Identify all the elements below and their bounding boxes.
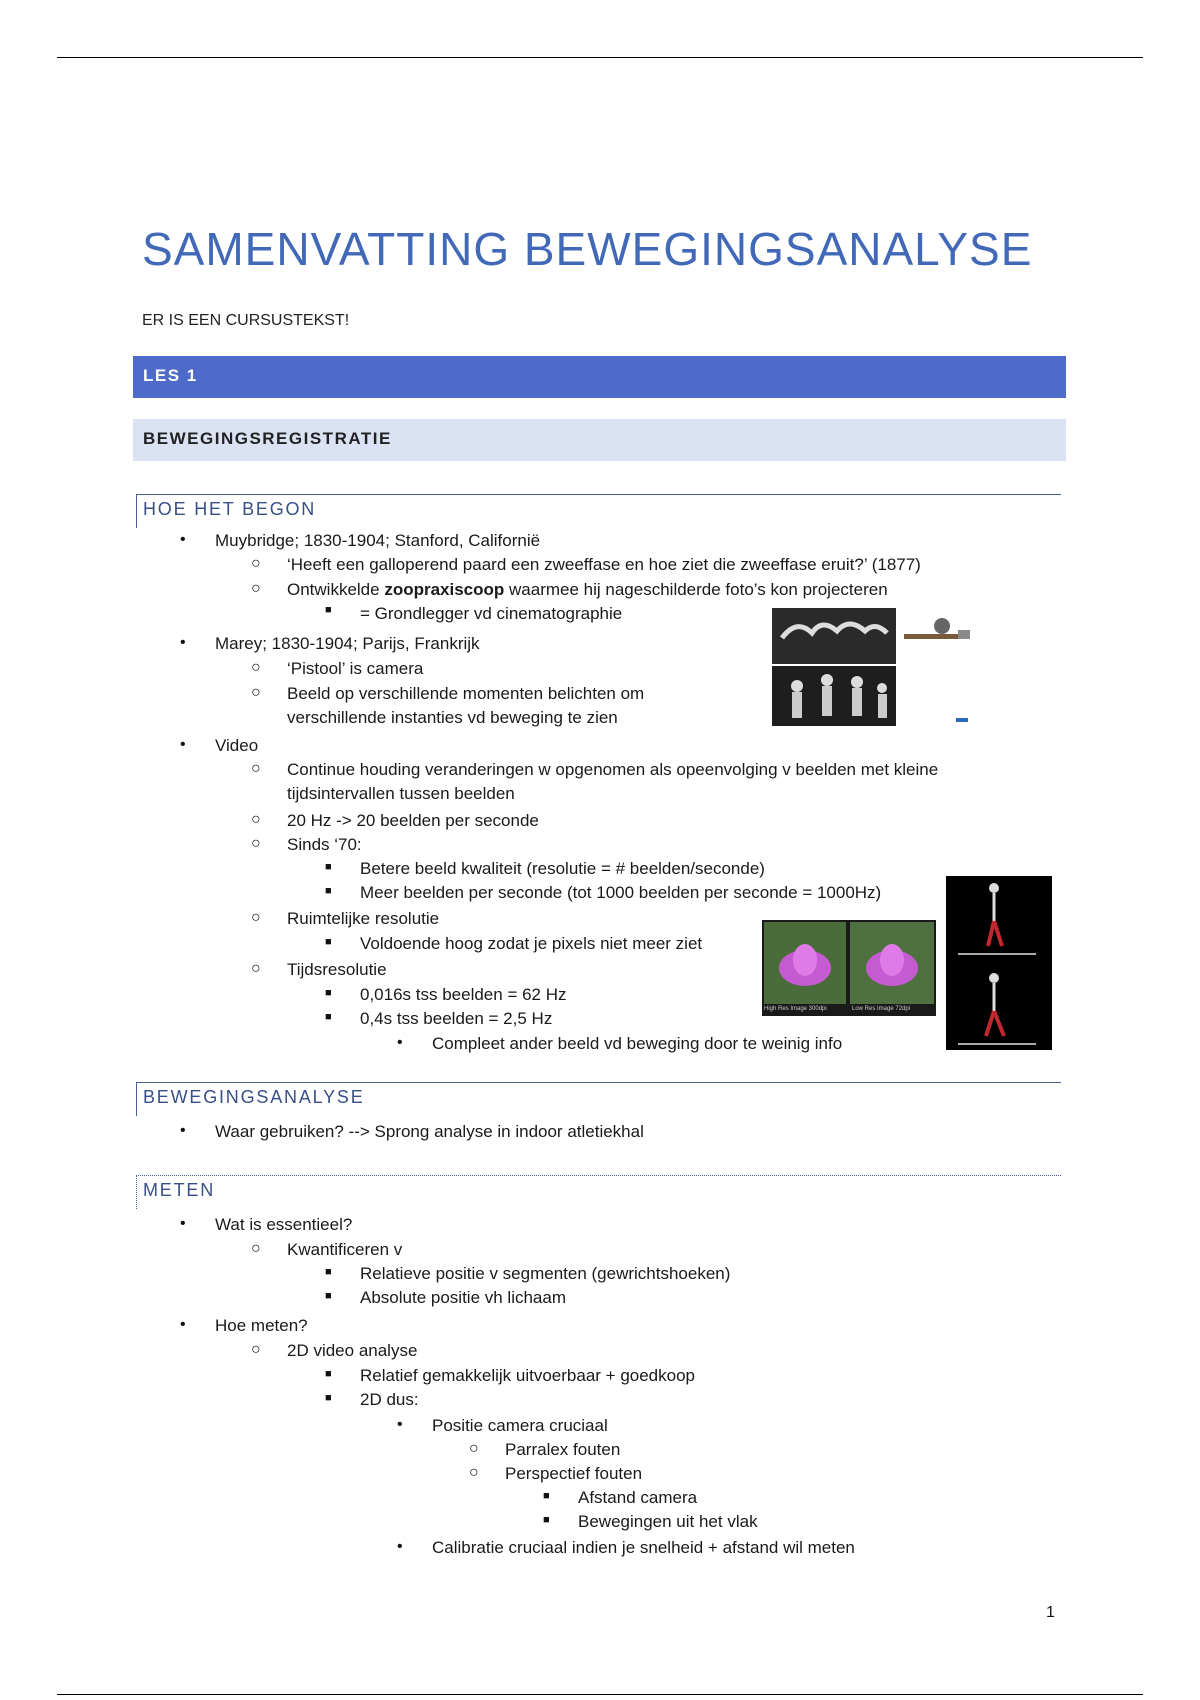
list-item: Sinds ‘70: — [287, 835, 362, 854]
circle-bullet-icon: ○ — [251, 1240, 261, 1257]
document-title: SAMENVATTING BEWEGINGSANALYSE — [142, 223, 1033, 275]
list-item: Compleet ander beeld vd beweging door te weinig info — [432, 1034, 843, 1053]
bullet-icon: • — [397, 1538, 403, 1555]
list-item: Tijdsresolutie — [287, 960, 387, 979]
list-item: 0,016s tss beelden = 62 Hz — [360, 985, 567, 1004]
list-item: Ontwikkelde zoopraxiscoop waarmee hij nageschilderde foto’s kon projecteren — [287, 580, 888, 599]
list-item-continuation: verschillende instanties vd beweging te zien — [287, 708, 618, 727]
list-item: = Grondlegger vd cinematographie — [360, 604, 623, 623]
bullet-icon: • — [397, 1034, 403, 1051]
square-bullet-icon: ■ — [325, 1392, 332, 1404]
list-item: 2D dus: — [360, 1390, 419, 1409]
circle-bullet-icon: ○ — [251, 760, 261, 777]
list-item: 0,4s tss beelden = 2,5 Hz — [360, 1009, 553, 1028]
list-item: Hoe meten? — [215, 1316, 308, 1335]
list-item-continuation: tijdsintervallen tussen beelden — [287, 784, 515, 803]
top-rule — [57, 57, 1143, 58]
circle-bullet-icon: ○ — [469, 1464, 479, 1481]
square-bullet-icon: ■ — [325, 1266, 332, 1278]
list-item: Video — [215, 736, 259, 755]
bullet-icon: • — [180, 1316, 186, 1333]
square-bullet-icon: ■ — [543, 1490, 550, 1502]
circle-bullet-icon: ○ — [469, 1440, 479, 1457]
list-item: Positie camera cruciaal — [432, 1416, 608, 1435]
list-item: Meer beelden per seconde (tot 1000 beelden per seconde = 1000Hz) — [360, 883, 882, 902]
list-item: Relatieve positie v segmenten (gewrichtshoeken) — [360, 1264, 731, 1283]
circle-bullet-icon: ○ — [251, 835, 261, 852]
list-item: Muybridge; 1830-1904; Stanford, Californië — [215, 531, 541, 550]
list-item: Betere beeld kwaliteit (resolutie = # beelden/seconde) — [360, 859, 765, 878]
list-item: Perspectief fouten — [505, 1464, 643, 1483]
circle-bullet-icon: ○ — [251, 909, 261, 926]
circle-bullet-icon: ○ — [251, 811, 261, 828]
bullet-icon: • — [180, 1122, 186, 1139]
heading-bewegingsanalyse: BEWEGINGSANALYSE — [136, 1082, 1061, 1116]
list-item: ‘Heeft een galloperend paard een zweeffase en hoe ziet die zweeffase eruit?’ (1877) — [287, 555, 921, 574]
list-item: Marey; 1830-1904; Parijs, Frankrijk — [215, 634, 480, 653]
lotus-flowers-illustration — [762, 920, 936, 1016]
walking-skeleton-image — [946, 876, 1052, 1050]
square-bullet-icon: ■ — [325, 987, 332, 999]
heading-hoe-het-begon: HOE HET BEGON — [136, 494, 1061, 528]
bottom-rule — [57, 1694, 1143, 1695]
section-heading: BEWEGINGSREGISTRATIE — [133, 419, 1066, 461]
list-item: Continue houding veranderingen w opgenomen als opeenvolging v beelden met kleine — [287, 760, 939, 779]
course-text-note: ER IS EEN CURSUSTEKST! — [142, 312, 350, 329]
square-bullet-icon: ■ — [325, 604, 332, 616]
list-item: Beeld op verschillende momenten belichten om — [287, 684, 645, 703]
bullet-icon: • — [180, 1215, 186, 1232]
square-bullet-icon: ■ — [325, 936, 332, 948]
list-item: Voldoende hoog zodat je pixels niet meer ziet — [360, 934, 703, 953]
list-item: Calibratie cruciaal indien je snelheid + afstand wil meten — [432, 1538, 855, 1557]
circle-bullet-icon: ○ — [251, 659, 261, 676]
page-number: 1 — [1046, 1604, 1055, 1621]
caption-high-res: High Res Image 300dpi — [764, 1006, 827, 1012]
circle-bullet-icon: ○ — [251, 580, 261, 597]
list-item: Afstand camera — [578, 1488, 698, 1507]
list-item: Bewegingen uit het vlak — [578, 1512, 758, 1531]
square-bullet-icon: ■ — [325, 1368, 332, 1380]
list-item: Absolute positie vh lichaam — [360, 1288, 567, 1307]
marey-chronophotograph — [772, 608, 977, 728]
list-item: Relatief gemakkelijk uitvoerbaar + goedkoop — [360, 1366, 696, 1385]
square-bullet-icon: ■ — [325, 861, 332, 873]
circle-bullet-icon: ○ — [251, 555, 261, 572]
list-item: Kwantificeren v — [287, 1240, 403, 1259]
list-item: Parralex fouten — [505, 1440, 621, 1459]
square-bullet-icon: ■ — [325, 1290, 332, 1302]
list-item: 20 Hz -> 20 beelden per seconde — [287, 811, 539, 830]
list-item: Waar gebruiken? --> Sprong analyse in indoor atletiekhal — [215, 1122, 644, 1141]
les-heading: LES 1 — [133, 356, 1066, 398]
bullet-icon: • — [180, 634, 186, 651]
caption-low-res: Low Res Image 72dpi — [852, 1006, 911, 1012]
list-item: 2D video analyse — [287, 1341, 418, 1360]
circle-bullet-icon: ○ — [251, 1341, 261, 1358]
bullet-icon: • — [180, 736, 186, 753]
bullet-icon: • — [397, 1416, 403, 1433]
list-item: ‘Pistool’ is camera — [287, 659, 424, 678]
circle-bullet-icon: ○ — [251, 684, 261, 701]
circle-bullet-icon: ○ — [251, 960, 261, 977]
list-item: Wat is essentieel? — [215, 1215, 353, 1234]
resolution-comparison-image — [762, 920, 936, 1016]
square-bullet-icon: ■ — [325, 885, 332, 897]
bullet-icon: • — [180, 531, 186, 548]
list-item: Ruimtelijke resolutie — [287, 909, 440, 928]
square-bullet-icon: ■ — [543, 1514, 550, 1526]
square-bullet-icon: ■ — [325, 1011, 332, 1023]
heading-meten: METEN — [136, 1175, 1061, 1209]
